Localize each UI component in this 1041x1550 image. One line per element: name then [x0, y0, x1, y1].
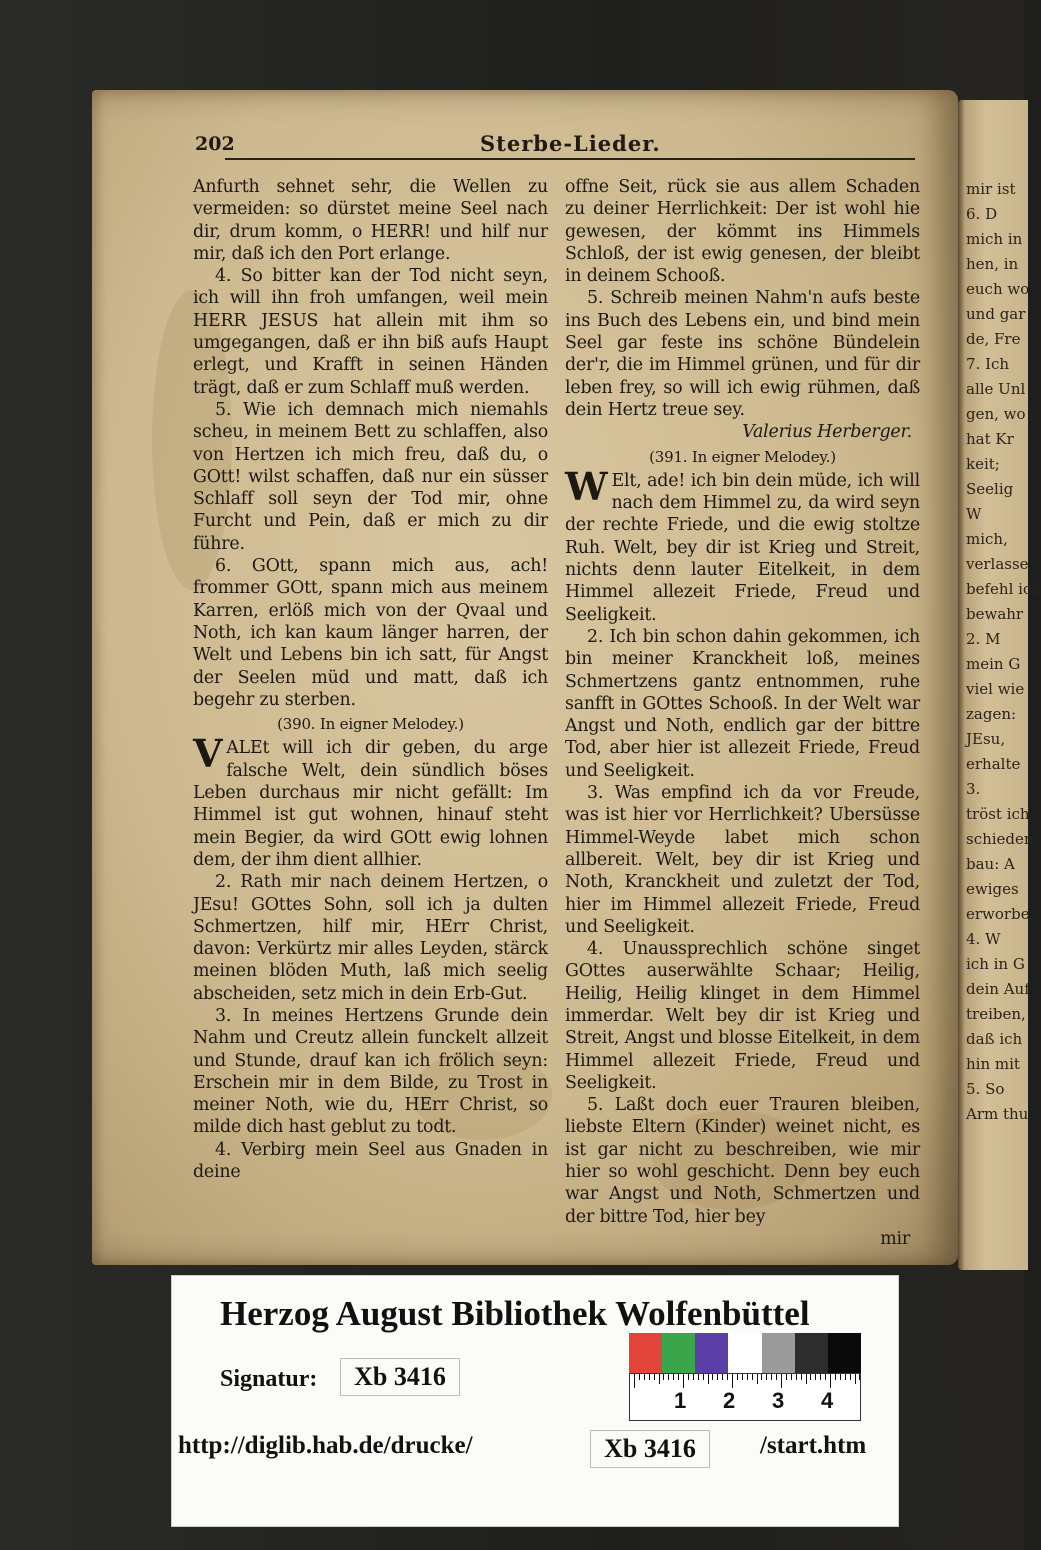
facing-page-fragment: 3.	[966, 780, 981, 798]
ruler-tick	[771, 1374, 772, 1380]
facing-page-fragment: 4. W	[966, 930, 1001, 948]
ruler-tick	[722, 1374, 723, 1380]
left-paragraph: 4. So bitter kan der Tod nicht seyn, ich will ihn froh umfangen, weil mein HERR JESUS hat allein mit ihm so umgegangen, daß er ihn biß aufs Haupt erlegt, und Krafft in seinen Händen trägt, daß er zum Schlaff muß werden.	[193, 266, 548, 398]
ruler-tick	[830, 1374, 831, 1388]
ruler-tick	[659, 1374, 660, 1384]
ruler-tick	[757, 1374, 758, 1384]
facing-page-fragment: treiben,	[966, 1005, 1026, 1023]
facing-page-fragment: verlasse	[966, 555, 1029, 573]
ruler-tick	[737, 1374, 738, 1380]
facing-page-fragment: gen, wo	[966, 405, 1026, 423]
hymn-heading-390: (390. In eigner Melodey.)	[277, 715, 464, 734]
ruler-tick	[668, 1374, 669, 1380]
ruler-tick	[693, 1374, 694, 1380]
facing-page-fragment: hat Kr	[966, 430, 1014, 448]
facing-page-fragment: ich in G	[966, 955, 1025, 973]
facing-page-fragment: 6. D	[966, 205, 998, 223]
color-swatch	[629, 1333, 662, 1373]
ruler-tick	[678, 1374, 679, 1380]
facing-page-fragment: befehl ich	[966, 580, 1041, 598]
running-title: Sterbe-Lieder.	[480, 131, 661, 156]
facing-page-fragment: mir ist	[966, 180, 1016, 198]
facing-page-fragment: euch wo	[966, 280, 1030, 298]
facing-page-fragment: tröst ich	[966, 805, 1030, 823]
ruler-tick	[712, 1374, 713, 1380]
color-swatch	[695, 1333, 728, 1373]
ruler-tick	[683, 1374, 684, 1388]
facing-page-fragment: viel wie	[966, 680, 1025, 698]
left-paragraph: Anfurth sehnet sehr, die Wellen zu vermeiden: so dürstet meine Seel nach dir, drum komm, o HERR! und hilf nur mir, daß ich den Port erlange.	[193, 177, 548, 264]
facing-page-fragment: ewiges	[966, 880, 1019, 898]
ruler-tick	[761, 1374, 762, 1380]
ruler-tick	[717, 1374, 718, 1380]
url-signature: Xb 3416	[590, 1430, 710, 1468]
right-paragraph: 3. Was empfind ich da vor Freude, was ist hier vor Herrlichkeit? Ubersüsse Himmel-Weyde labet mich schon allbereit. Welt, bey dir ist Krieg und Noth, Kranckheit und zuletzt der Tod, hier im Himmel allezeit Friede, Freud und Seeligkeit.	[565, 783, 920, 937]
ruler-tick	[781, 1374, 782, 1388]
signatur-label: Signatur:	[220, 1366, 318, 1392]
ruler-number: 4	[821, 1388, 834, 1413]
hymn-391-first-stanza	[565, 463, 920, 626]
facing-page-fragment: mich in	[966, 230, 1023, 248]
color-swatch	[828, 1333, 861, 1373]
library-label	[171, 1275, 899, 1527]
ruler-tick	[634, 1374, 635, 1388]
ruler-tick	[850, 1374, 851, 1380]
hymn-heading-391: (391. In eigner Melodey.)	[649, 447, 836, 466]
initial-letter: V	[193, 731, 223, 777]
ruler-tick	[708, 1374, 709, 1384]
ruler-tick	[840, 1374, 841, 1380]
initial-letter: W	[565, 463, 608, 509]
left-column	[193, 176, 548, 1183]
hymn-author: Valerius Herberger.	[742, 422, 912, 443]
facing-page-fragment: 5. So	[966, 1080, 1005, 1098]
facing-page-fragment: mich,	[966, 530, 1008, 548]
ruler-tick	[688, 1374, 689, 1380]
ruler-tick	[673, 1374, 674, 1380]
color-swatch	[795, 1333, 828, 1373]
ruler-tick	[801, 1374, 802, 1380]
library-name: Herzog August Bibliothek Wolfenbüttel	[220, 1294, 810, 1333]
color-swatch	[728, 1333, 761, 1373]
facing-page-fragment: Arm thu	[966, 1105, 1029, 1123]
color-calibration-swatches	[629, 1333, 861, 1373]
ruler-tick	[820, 1374, 821, 1380]
ruler-tick	[835, 1374, 836, 1380]
stanza-text: ALEt will ich dir geben, du arge falsche Welt, dein sündlich böses Leben durchaus mir nicht gefällt: Im Himmel ist gut wohnen, hinauf steht mein Begier, da wird GOtt ewig lohnen dem, der ihm dient allhier.	[193, 738, 548, 870]
facing-page-fragment: 2. M	[966, 630, 1001, 648]
right-column	[565, 176, 920, 1250]
right-paragraph: 2. Ich bin schon dahin gekommen, ich bin meiner Kranckheit loß, meines Schmertzens gantz entnommen, ruhe sanfft in GOttes Schooß. In der Welt war Angst und Noth, endlich gar der bittre Tod, aber hier ist allezeit Friede, Freud und Seeligkeit.	[565, 626, 920, 781]
facing-page-fragment: bau: A	[966, 855, 1015, 873]
facing-page-fragment: 7. Ich	[966, 355, 1010, 373]
facing-page-fragment: erhalte	[966, 755, 1021, 773]
facing-page-fragment: Seelig	[966, 480, 1014, 498]
facing-page-fragment: zagen:	[966, 705, 1017, 723]
ruler-tick	[815, 1374, 816, 1380]
ruler-tick	[639, 1374, 640, 1380]
facing-page-fragment: schieden	[966, 830, 1034, 848]
facing-page-fragment: keit;	[966, 455, 1000, 473]
url-base: http://diglib.hab.de/drucke/	[178, 1432, 473, 1459]
hymn-390-first-stanza	[193, 731, 548, 871]
left-paragraph: 3. In meines Hertzens Grunde dein Nahm und Creutz allein funckelt allzeit und Stunde, drauf kan ich frölich seyn: Erschein mir in dem Bilde, zu Trost in meiner Noth, wie du, HErr Christ, so milde dich hast geblut zu todt.	[193, 1005, 548, 1138]
color-swatch	[762, 1333, 795, 1373]
scale-ruler	[629, 1373, 861, 1421]
ruler-tick	[859, 1374, 860, 1380]
left-paragraph: 2. Rath mir nach deinem Hertzen, o JEsu! GOttes Sohn, soll ich ja dulten Schmertzen, hilf mir, HErr Christ, davon: Verkürtz mir alles Leyden, stärck meinen blöden Muth, laß mich seelig abscheiden, setz mich in dein Erb-Gut.	[193, 872, 548, 1004]
ruler-tick	[766, 1374, 767, 1380]
color-swatch	[662, 1333, 695, 1373]
ruler-tick	[742, 1374, 743, 1380]
ruler-number: 2	[723, 1388, 736, 1413]
facing-page-fragment: und gar	[966, 305, 1026, 323]
page-number: 202	[195, 133, 235, 155]
ruler-tick	[776, 1374, 777, 1380]
ruler-tick	[663, 1374, 664, 1380]
right-paragraph: 5. Schreib meinen Nahm'n aufs beste ins Buch des Lebens ein, und bind mein Seel gar feste ins schöne Bündelein der'r, die im Himmel grünen, und für dir leben frey, so will ich ewig rühmen, daß dein Hertz treue sey.	[565, 288, 920, 420]
ruler-tick	[727, 1374, 728, 1380]
ruler-tick	[825, 1374, 826, 1380]
facing-page-fragment: JEsu,	[966, 730, 1006, 748]
ruler-tick	[698, 1374, 699, 1380]
stanza-text: Elt, ade! ich bin dein müde, ich will nach dem Himmel zu, da wird seyn der rechte Friede, und die ewig stoltze Ruh. Welt, bey dir ist Krieg und Streit, nichts denn lauter Eitelkeit, in dem Himmel allezeit Friede, Freud und Seeligkeit.	[565, 470, 920, 625]
facing-page-edge	[958, 100, 1041, 1270]
ruler-tick	[786, 1374, 787, 1380]
left-paragraph: 5. Wie ich demnach mich niemahls scheu, in meinem Bett zu schlaffen, also von Hertzen ich mich freu, daß du, o GOtt! wilst schaffen, daß nur ein süsser Schlaff soll seyn der Tod mir, ohne Furcht und Pein, daß er mich zu dir führe.	[193, 399, 548, 554]
left-paragraph: 4. Verbirg mein Seel aus Gnaden in deine	[193, 1139, 548, 1183]
header-rule	[225, 158, 915, 160]
right-paragraph: offne Seit, rück sie aus allem Schaden zu deiner Herrlichkeit: Der ist wohl hie gewesen, der kömmt ins Himmels Schloß, der ist ewig genesen, der bleibt in deinem Schooß.	[565, 177, 920, 287]
ruler-tick	[810, 1374, 811, 1380]
left-paragraph: 6. GOtt, spann mich aus, ach! frommer GOtt, spann mich aus meinem Karren, erlöß mich von der Qvaal und Noth, ich kan kaum länger harren, der Welt und Lebens bin ich satt, für Angst der Seelen müd und matt, daß ich begehr zu sterben.	[193, 556, 548, 710]
ruler-tick	[703, 1374, 704, 1380]
ruler-tick	[649, 1374, 650, 1380]
facing-page-fragment: bewahr	[966, 605, 1024, 623]
facing-page-fragment: hin mit	[966, 1055, 1020, 1073]
ruler-tick	[796, 1374, 797, 1380]
right-paragraph: 4. Unaussprechlich schöne singet GOttes auserwählte Schaar; Heilig, Heilig, Heilig klinget in dem Himmel immerdar. Welt bey dir ist Krieg und Streit, Angst und blosse Eitelkeit, in dem Himmel allezeit Friede, Freud und Seeligkeit.	[565, 939, 920, 1093]
ruler-tick	[845, 1374, 846, 1380]
facing-page-fragment: de, Fre	[966, 330, 1021, 348]
ruler-tick	[752, 1374, 753, 1380]
ruler-tick	[791, 1374, 792, 1380]
ruler-tick	[654, 1374, 655, 1380]
ruler-number: 3	[772, 1388, 785, 1413]
catchword: mir	[880, 1228, 910, 1249]
facing-page-fragment: hen, in	[966, 255, 1019, 273]
signatur-value: Xb 3416	[340, 1358, 460, 1396]
facing-page-fragment: W	[966, 505, 982, 523]
right-paragraph: 5. Laßt doch euer Trauren bleiben, liebste Eltern (Kinder) weinet nicht, es ist gar nicht zu beschreiben, wie mir hier so wohl geschicht. Denn bey euch war Angst und Noth, Schmertzen und der bittre Tod, hier bey	[565, 1095, 920, 1227]
ruler-tick	[644, 1374, 645, 1380]
ruler-tick	[747, 1374, 748, 1380]
facing-page-fragment: daß ich	[966, 1030, 1023, 1048]
facing-page-fragment: mein G	[966, 655, 1021, 673]
facing-page-fragment: dein Auf	[966, 980, 1030, 998]
ruler-tick	[732, 1374, 733, 1388]
facing-page-fragment: alle Unl	[966, 380, 1026, 398]
ruler-tick	[855, 1374, 856, 1384]
facing-page-fragment: erworbe	[966, 905, 1030, 923]
url-suffix: /start.htm	[760, 1432, 867, 1459]
ruler-number: 1	[674, 1388, 687, 1413]
ruler-tick	[806, 1374, 807, 1384]
